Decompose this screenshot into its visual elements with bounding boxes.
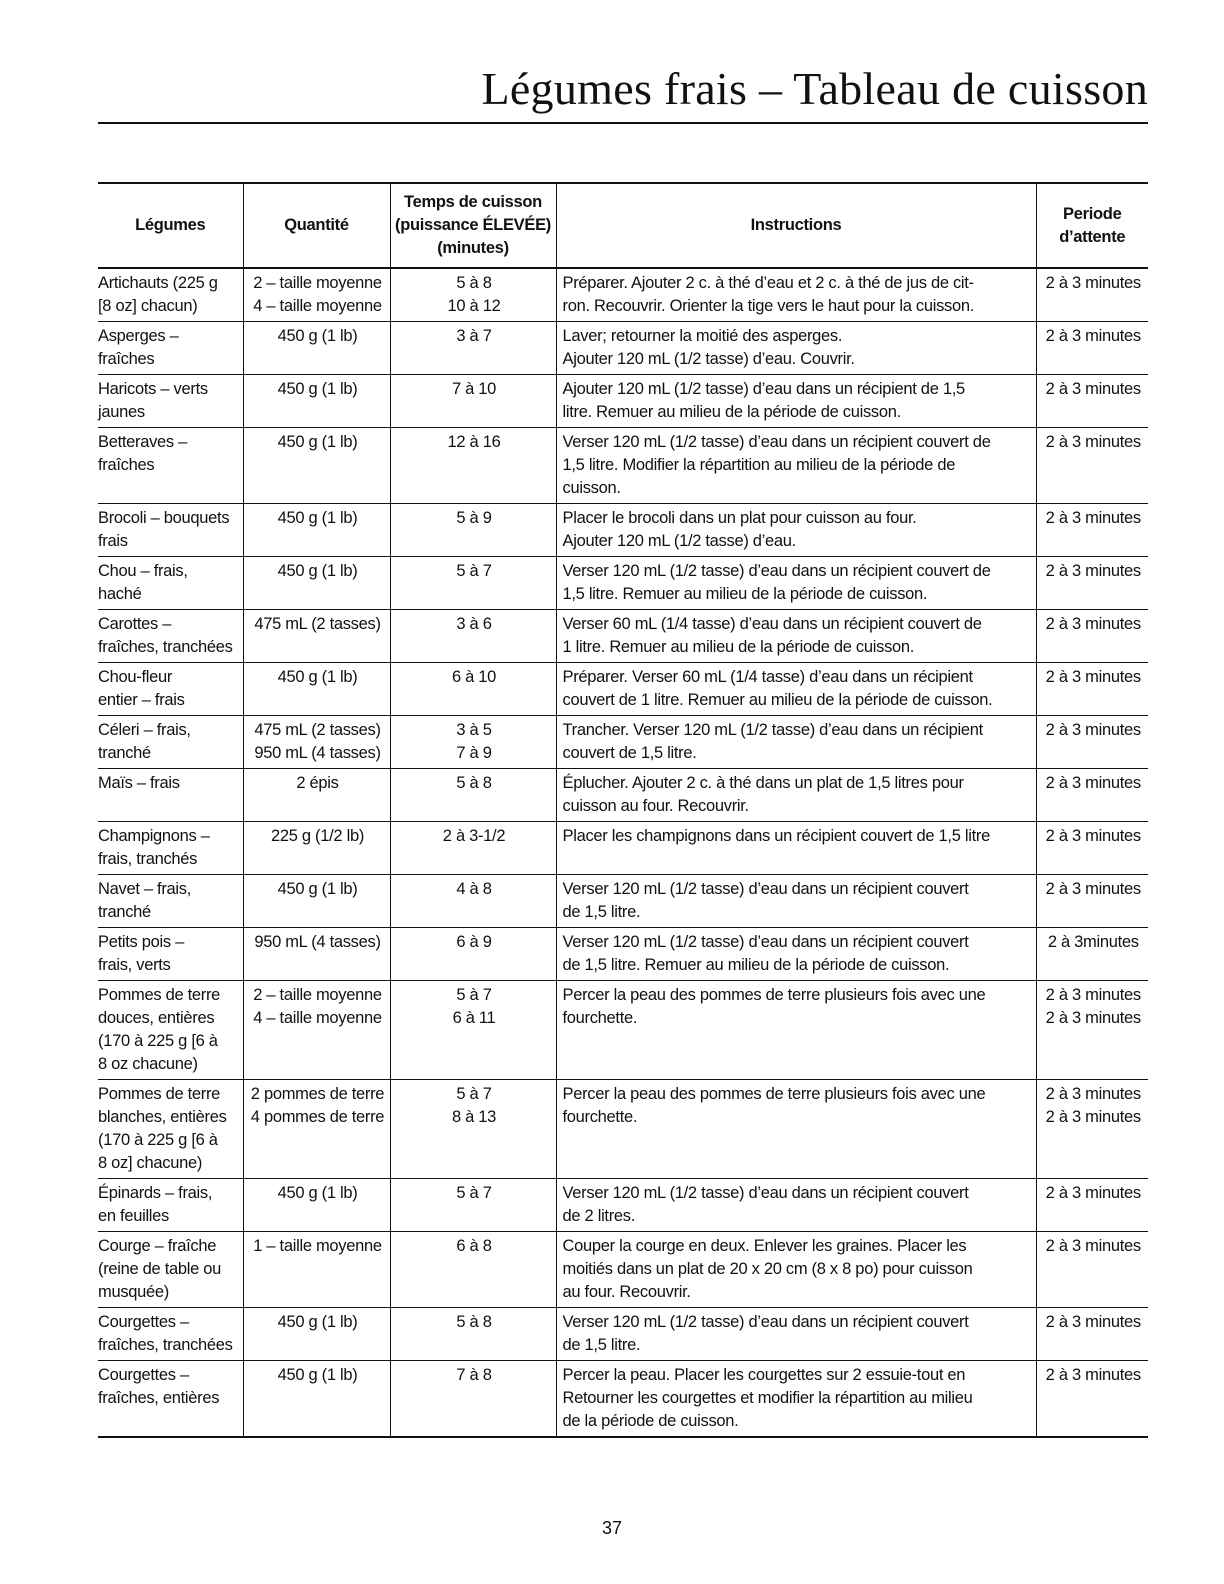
standing-time-cell: 2 à 3 minutes — [1036, 428, 1148, 504]
vegetable-cell: Navet – frais, tranché — [98, 875, 243, 928]
quantity-cell: 1 – taille moyenne — [243, 1232, 390, 1308]
standing-time-cell: 2 à 3 minutes — [1036, 1232, 1148, 1308]
vegetable-cell: Brocoli – bouquets frais — [98, 504, 243, 557]
cooking-time-cell: 5 à 8 — [390, 769, 556, 822]
standing-time-cell: 2 à 3 minutes — [1036, 504, 1148, 557]
header-cooking-time: Temps de cuisson (puissance ÉLEVÉE) (minutes) — [390, 183, 556, 268]
vegetable-cell: Courge – fraîche (reine de table ou musquée) — [98, 1232, 243, 1308]
vegetable-cell: Épinards – frais, en feuilles — [98, 1179, 243, 1232]
table-row — [98, 875, 1148, 928]
vegetable-cell: Courgettes – fraîches, entières — [98, 1361, 243, 1438]
vegetable-cell: Haricots – verts jaunes — [98, 375, 243, 428]
quantity-cell: 450 g (1 lb) — [243, 322, 390, 375]
table-row — [98, 610, 1148, 663]
instructions-cell: Verser 60 mL (1/4 tasse) d’eau dans un récipient couvert de 1 litre. Remuer au milieu de la période de cuisson. — [556, 610, 1036, 663]
quantity-cell: 450 g (1 lb) — [243, 1361, 390, 1438]
cooking-time-cell: 5 à 7 — [390, 1179, 556, 1232]
standing-time-cell: 2 à 3 minutes — [1036, 1179, 1148, 1232]
instructions-cell: Placer le brocoli dans un plat pour cuisson au four. Ajouter 120 mL (1/2 tasse) d’eau. — [556, 504, 1036, 557]
instructions-cell: Couper la courge en deux. Enlever les graines. Placer les moitiés dans un plat de 20 x 20 cm (8 x 8 po) pour cuisson au four. Recouvrir. — [556, 1232, 1036, 1308]
vegetable-cell: Champignons – frais, tranchés — [98, 822, 243, 875]
cooking-time-cell: 2 à 3-1/2 — [390, 822, 556, 875]
standing-time-cell: 2 à 3 minutes — [1036, 557, 1148, 610]
standing-time-cell: 2 à 3 minutes — [1036, 268, 1148, 322]
instructions-cell: Préparer. Ajouter 2 c. à thé d’eau et 2 c. à thé de jus de cit- ron. Recouvrir. Orienter la tige vers le haut pour la cuisson. — [556, 268, 1036, 322]
table-header-row — [98, 183, 1148, 268]
vegetable-cell: Chou – frais, haché — [98, 557, 243, 610]
instructions-cell: Verser 120 mL (1/2 tasse) d’eau dans un récipient couvert de 1,5 litre. — [556, 875, 1036, 928]
page-title: Légumes frais – Tableau de cuisson — [481, 63, 1148, 114]
cooking-time-cell: 6 à 8 — [390, 1232, 556, 1308]
quantity-cell: 450 g (1 lb) — [243, 557, 390, 610]
vegetable-cell: Chou-fleur entier – frais — [98, 663, 243, 716]
quantity-cell: 225 g (1/2 lb) — [243, 822, 390, 875]
table-row — [98, 1232, 1148, 1308]
table-row — [98, 822, 1148, 875]
instructions-cell: Percer la peau des pommes de terre plusieurs fois avec une fourchette. — [556, 981, 1036, 1080]
table-row — [98, 557, 1148, 610]
standing-time-cell: 2 à 3 minutes — [1036, 375, 1148, 428]
vegetable-cell: Asperges – fraîches — [98, 322, 243, 375]
table-row — [98, 716, 1148, 769]
quantity-cell: 2 pommes de terre 4 pommes de terre — [243, 1080, 390, 1179]
table-row — [98, 928, 1148, 981]
header-instructions: Instructions — [556, 183, 1036, 268]
instructions-cell: Trancher. Verser 120 mL (1/2 tasse) d’eau dans un récipient couvert de 1,5 litre. — [556, 716, 1036, 769]
quantity-cell: 450 g (1 lb) — [243, 428, 390, 504]
cooking-time-cell: 5 à 8 — [390, 1308, 556, 1361]
table-row — [98, 1308, 1148, 1361]
instructions-cell: Verser 120 mL (1/2 tasse) d’eau dans un récipient couvert de 1,5 litre. Remuer au milieu de la période de cuisson. — [556, 928, 1036, 981]
vegetable-cell: Artichauts (225 g [8 oz] chacun) — [98, 268, 243, 322]
cooking-time-cell: 3 à 6 — [390, 610, 556, 663]
table-row — [98, 375, 1148, 428]
page-number: 37 — [601, 1518, 623, 1538]
instructions-cell: Percer la peau des pommes de terre plusieurs fois avec une fourchette. — [556, 1080, 1036, 1179]
table-row — [98, 504, 1148, 557]
instructions-cell: Laver; retourner la moitié des asperges. Ajouter 120 mL (1/2 tasse) d’eau. Couvrir. — [556, 322, 1036, 375]
title-rule — [98, 122, 1148, 124]
quantity-cell: 2 – taille moyenne 4 – taille moyenne — [243, 981, 390, 1080]
vegetable-cell: Pommes de terre blanches, entières (170 à 225 g [6 à 8 oz] chacune) — [98, 1080, 243, 1179]
header-vegetable: Légumes — [98, 183, 243, 268]
cooking-chart-table — [98, 182, 1148, 1438]
vegetable-cell: Pommes de terre douces, entières (170 à 225 g [6 à 8 oz chacune) — [98, 981, 243, 1080]
vegetable-cell: Petits pois – frais, verts — [98, 928, 243, 981]
standing-time-cell: 2 à 3 minutes — [1036, 322, 1148, 375]
cooking-time-cell: 5 à 7 — [390, 557, 556, 610]
standing-time-cell: 2 à 3 minutes 2 à 3 minutes — [1036, 1080, 1148, 1179]
instructions-cell: Verser 120 mL (1/2 tasse) d’eau dans un récipient couvert de 1,5 litre. Modifier la répartition au milieu de la période de cuisson. — [556, 428, 1036, 504]
quantity-cell: 450 g (1 lb) — [243, 375, 390, 428]
table-row — [98, 322, 1148, 375]
instructions-cell: Verser 120 mL (1/2 tasse) d’eau dans un récipient couvert de 2 litres. — [556, 1179, 1036, 1232]
header-standing-time: Periode d’attente — [1036, 183, 1148, 268]
quantity-cell: 450 g (1 lb) — [243, 663, 390, 716]
quantity-cell: 450 g (1 lb) — [243, 1179, 390, 1232]
quantity-cell: 2 – taille moyenne 4 – taille moyenne — [243, 268, 390, 322]
vegetable-cell: Betteraves – fraîches — [98, 428, 243, 504]
table-row — [98, 769, 1148, 822]
cooking-time-cell: 3 à 5 7 à 9 — [390, 716, 556, 769]
instructions-cell: Percer la peau. Placer les courgettes sur 2 essuie-tout en Retourner les courgettes et modifier la répartition au milieu de la période de cuisson. — [556, 1361, 1036, 1438]
quantity-cell: 450 g (1 lb) — [243, 504, 390, 557]
table-row — [98, 663, 1148, 716]
standing-time-cell: 2 à 3 minutes — [1036, 1361, 1148, 1438]
quantity-cell: 450 g (1 lb) — [243, 1308, 390, 1361]
quantity-cell: 475 mL (2 tasses) 950 mL (4 tasses) — [243, 716, 390, 769]
cooking-time-cell: 6 à 10 — [390, 663, 556, 716]
cooking-time-cell: 12 à 16 — [390, 428, 556, 504]
standing-time-cell: 2 à 3 minutes — [1036, 769, 1148, 822]
header-quantity: Quantité — [243, 183, 390, 268]
cooking-time-cell: 5 à 8 10 à 12 — [390, 268, 556, 322]
cooking-time-cell: 4 à 8 — [390, 875, 556, 928]
instructions-cell: Éplucher. Ajouter 2 c. à thé dans un plat de 1,5 litres pour cuisson au four. Recouvrir. — [556, 769, 1036, 822]
table-row — [98, 1361, 1148, 1438]
cooking-time-cell: 5 à 7 8 à 13 — [390, 1080, 556, 1179]
vegetable-cell: Maïs – frais — [98, 769, 243, 822]
standing-time-cell: 2 à 3 minutes — [1036, 875, 1148, 928]
standing-time-cell: 2 à 3 minutes — [1036, 822, 1148, 875]
cooking-time-cell: 3 à 7 — [390, 322, 556, 375]
standing-time-cell: 2 à 3 minutes — [1036, 716, 1148, 769]
instructions-cell: Verser 120 mL (1/2 tasse) d’eau dans un récipient couvert de 1,5 litre. Remuer au milieu de la période de cuisson. — [556, 557, 1036, 610]
table-row — [98, 1080, 1148, 1179]
table-row — [98, 428, 1148, 504]
table-row — [98, 981, 1148, 1080]
cooking-time-cell: 6 à 9 — [390, 928, 556, 981]
cooking-time-cell: 7 à 8 — [390, 1361, 556, 1438]
standing-time-cell: 2 à 3 minutes — [1036, 610, 1148, 663]
standing-time-cell: 2 à 3 minutes 2 à 3 minutes — [1036, 981, 1148, 1080]
cooking-time-cell: 7 à 10 — [390, 375, 556, 428]
standing-time-cell: 2 à 3 minutes — [1036, 663, 1148, 716]
quantity-cell: 950 mL (4 tasses) — [243, 928, 390, 981]
standing-time-cell: 2 à 3minutes — [1036, 928, 1148, 981]
table-row — [98, 268, 1148, 322]
quantity-cell: 450 g (1 lb) — [243, 875, 390, 928]
quantity-cell: 475 mL (2 tasses) — [243, 610, 390, 663]
standing-time-cell: 2 à 3 minutes — [1036, 1308, 1148, 1361]
cooking-time-cell: 5 à 7 6 à 11 — [390, 981, 556, 1080]
vegetable-cell: Carottes – fraîches, tranchées — [98, 610, 243, 663]
cooking-time-cell: 5 à 9 — [390, 504, 556, 557]
instructions-cell: Placer les champignons dans un récipient couvert de 1,5 litre — [556, 822, 1036, 875]
quantity-cell: 2 épis — [243, 769, 390, 822]
instructions-cell: Préparer. Verser 60 mL (1/4 tasse) d’eau dans un récipient couvert de 1 litre. Remuer au milieu de la période de cuisson. — [556, 663, 1036, 716]
instructions-cell: Verser 120 mL (1/2 tasse) d’eau dans un récipient couvert de 1,5 litre. — [556, 1308, 1036, 1361]
vegetable-cell: Céleri – frais, tranché — [98, 716, 243, 769]
table-row — [98, 1179, 1148, 1232]
instructions-cell: Ajouter 120 mL (1/2 tasse) d’eau dans un récipient de 1,5 litre. Remuer au milieu de la période de cuisson. — [556, 375, 1036, 428]
vegetable-cell: Courgettes – fraîches, tranchées — [98, 1308, 243, 1361]
